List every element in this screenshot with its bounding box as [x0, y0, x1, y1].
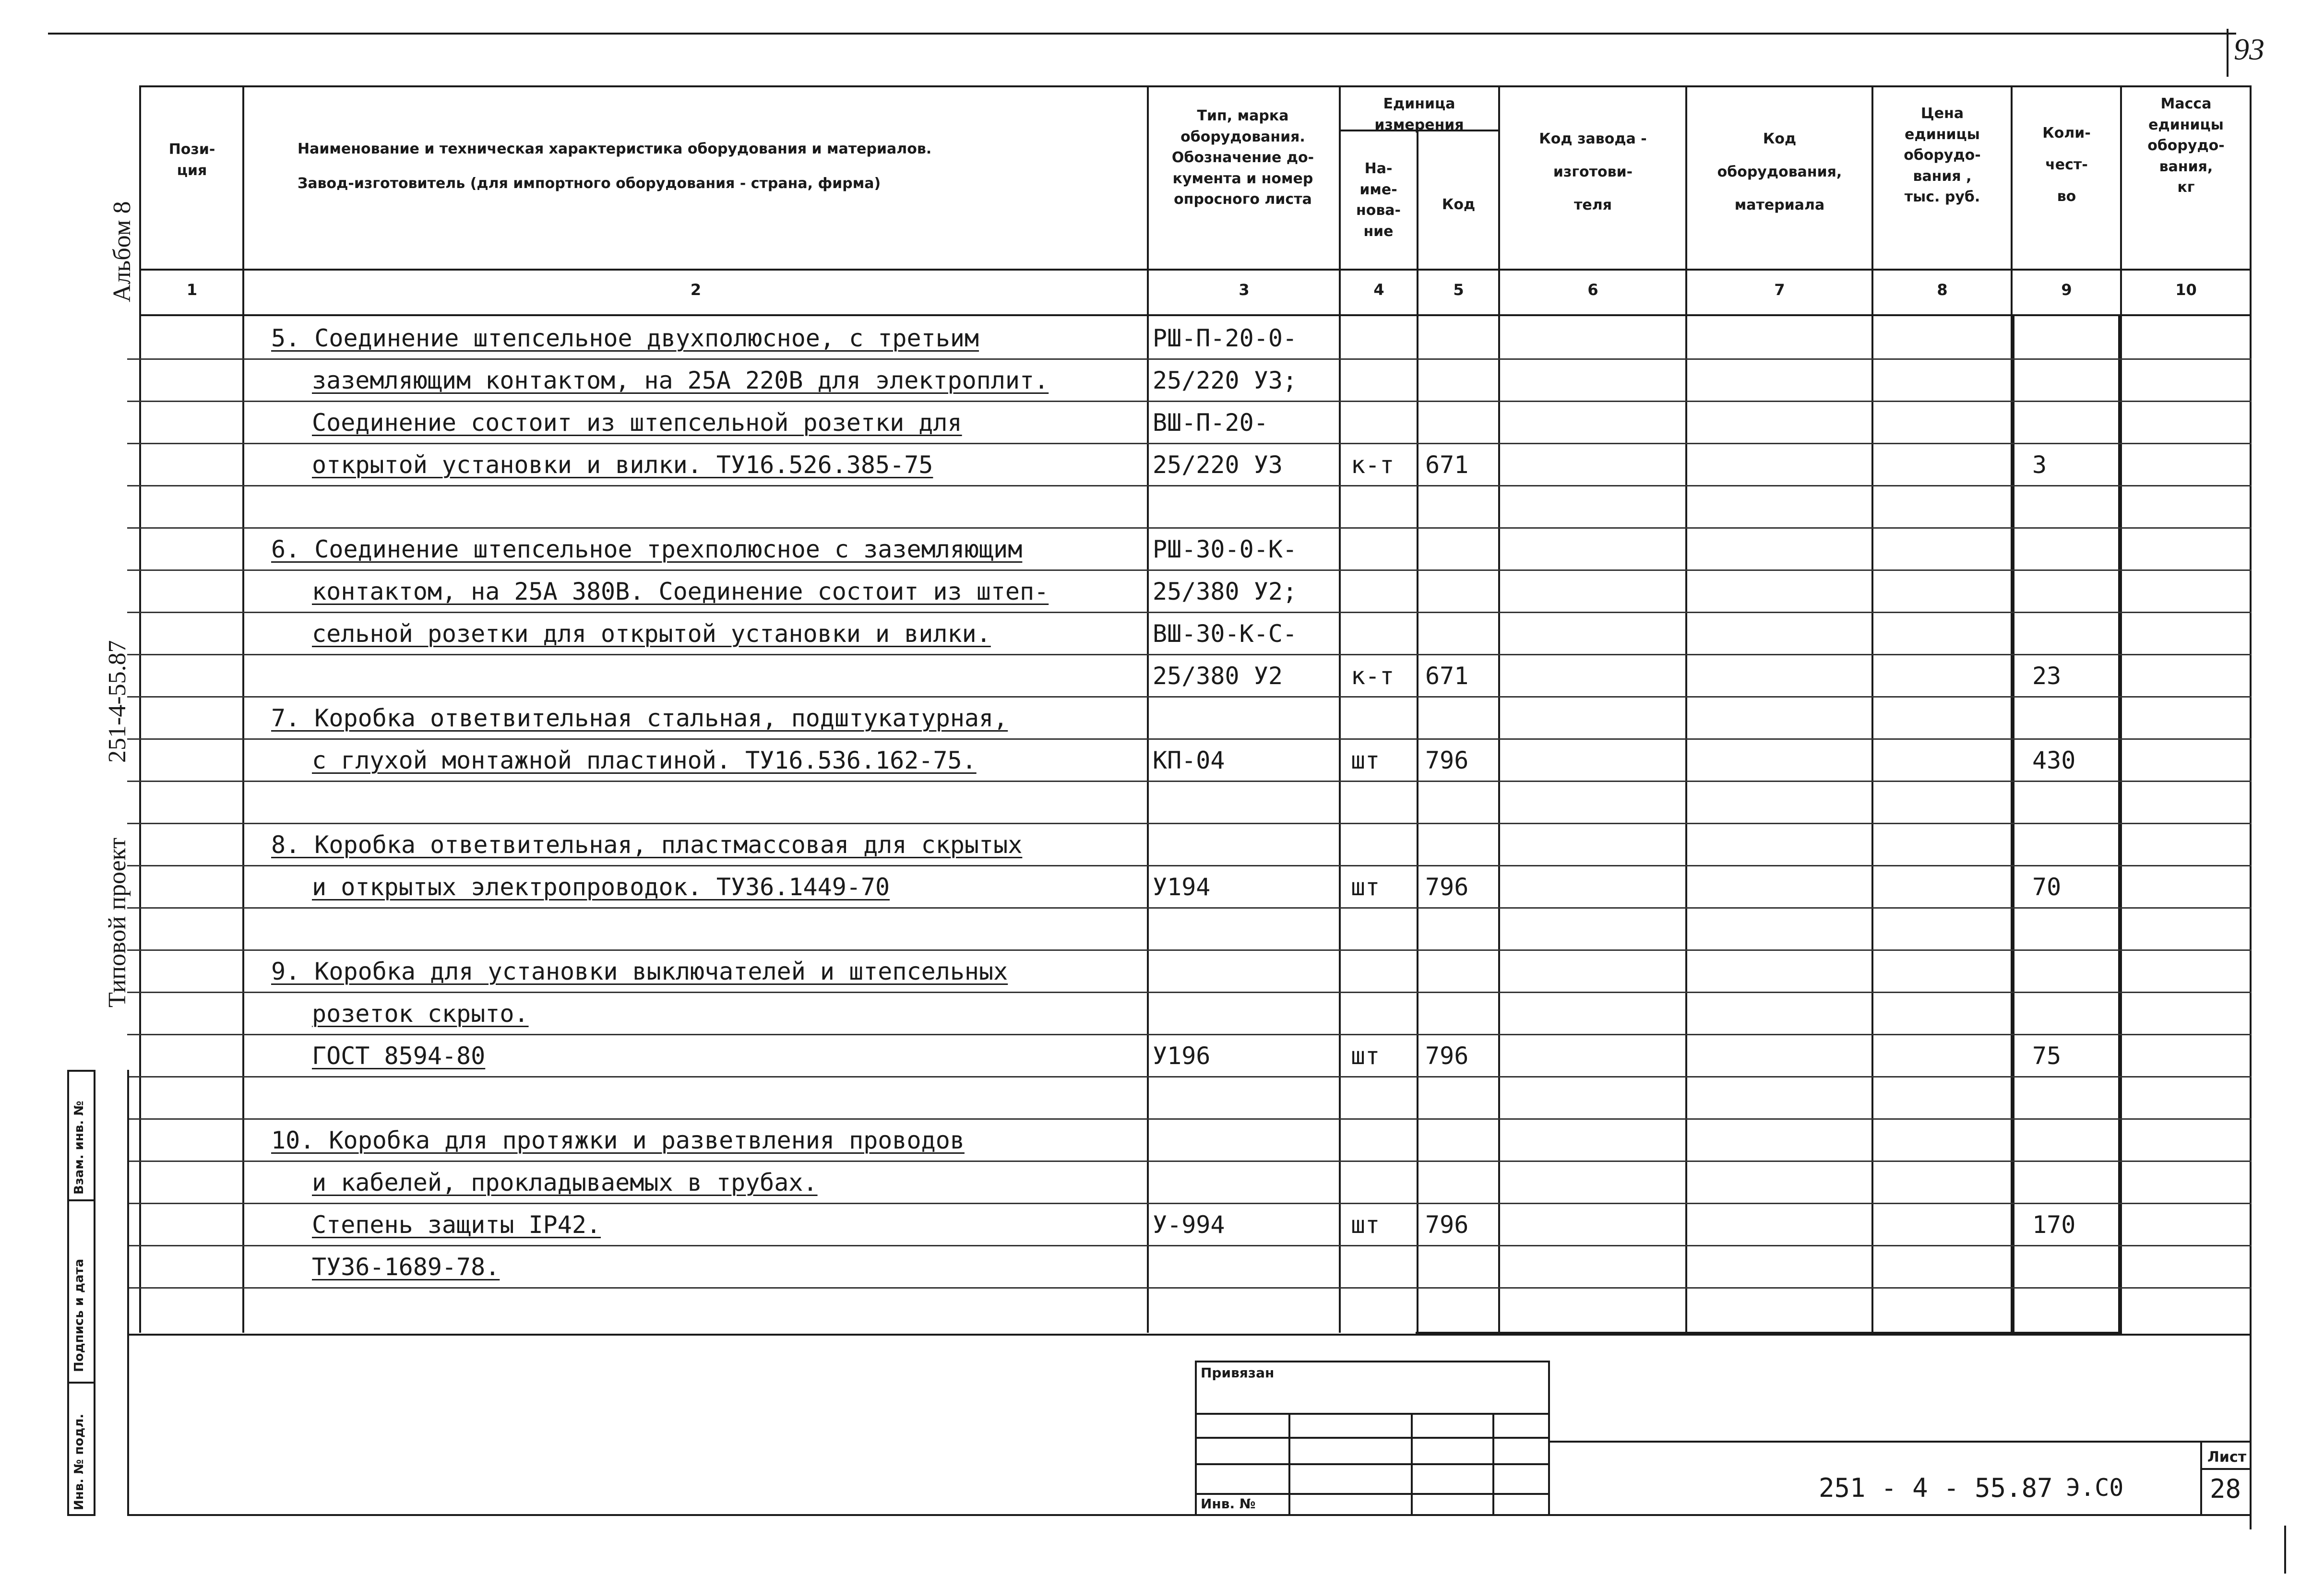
table-row	[0, 993, 2324, 1035]
col-num-5: 5	[1453, 281, 1464, 299]
row-type: У-994	[1153, 1211, 1225, 1239]
header-unit-name: На- име- нова- ние	[1356, 160, 1401, 240]
table-row	[0, 1035, 2324, 1078]
row-type: У194	[1153, 873, 1211, 901]
side-inv-podl: Инв. № подл.	[72, 1413, 86, 1510]
col-num-3: 3	[1239, 281, 1250, 299]
row-name: 10. Коробка для протяжки и разветвления проводов	[271, 1126, 965, 1154]
page-number: 93	[2234, 32, 2264, 66]
table-row	[0, 1120, 2324, 1162]
row-unit: шт	[1351, 873, 1380, 901]
list-label: Лист	[2207, 1449, 2247, 1466]
side-sign-date: Подпись и дата	[72, 1258, 86, 1372]
row-name: с глухой монтажной пластиной. ТУ16.536.162-75.	[312, 746, 977, 774]
header-unit: Единица измерения	[1374, 95, 1464, 133]
table-row	[0, 740, 2324, 782]
header-quantity: Коли- чест- во	[2042, 125, 2091, 205]
col-num-2: 2	[690, 281, 702, 299]
row-name: открытой установки и вилки. ТУ16.526.385-75	[312, 451, 933, 479]
header-type: Тип, марка оборудования. Обозначение до- кумента и номер опросного листа	[1171, 107, 1314, 208]
row-name: Степень защиты IP42.	[312, 1211, 601, 1239]
row-unit-code: 796	[1425, 1042, 1469, 1070]
side-project-code: 251-4-55.87	[104, 640, 131, 763]
table-row	[0, 402, 2324, 444]
table-row	[0, 1246, 2324, 1289]
header-name: Наименование и техническая характеристика оборудования и материалов. Завод-изготовитель (для импортного оборудования - страна, фирма)	[298, 141, 932, 192]
side-project-type: Типовой проект	[104, 838, 131, 1007]
row-name: заземляющим контактом, на 25А 220В для электроплит.	[312, 367, 1049, 394]
row-type: КП-04	[1153, 746, 1225, 774]
col-num-10: 10	[2175, 281, 2197, 299]
header-mass: Масса единицы оборудо- вания, кг	[2147, 95, 2225, 196]
sheet-code: Э.С0	[2066, 1474, 2124, 1502]
row-unit-code: 796	[1425, 746, 1469, 774]
row-name: Соединение состоит из штепсельной розетки для	[312, 409, 962, 437]
row-type: 25/380 У2	[1153, 662, 1283, 690]
row-unit: шт	[1351, 1211, 1380, 1239]
header-price: Цена единицы оборудо- вания , тыс. руб.	[1904, 105, 1981, 205]
table-row	[0, 318, 2324, 360]
row-unit-code: 671	[1425, 451, 1469, 479]
side-inv-vzam: Взам. инв. №	[72, 1101, 86, 1195]
row-type: ВШ-П-20-	[1153, 409, 1268, 437]
header-equipment-code: Код оборудования, материала	[1717, 130, 1842, 213]
row-type: 25/220 У3;	[1153, 367, 1298, 394]
row-name: сельной розетки для открытой установки и вилки.	[312, 620, 991, 648]
row-quantity: 23	[2032, 662, 2062, 690]
table-row	[0, 655, 2324, 698]
table-row	[0, 444, 2324, 486]
row-name: 6. Соединение штепсельное трехполюсное с заземляющим	[271, 535, 1023, 563]
row-name: ГОСТ 8594-80	[312, 1042, 486, 1070]
table-row	[0, 866, 2324, 909]
row-quantity: 3	[2032, 451, 2047, 479]
row-name: и открытых электропроводок. ТУ36.1449-70	[312, 873, 890, 901]
col-num-1: 1	[186, 281, 198, 299]
row-name: 9. Коробка для установки выключателей и штепсельных	[271, 958, 1008, 985]
table-row	[0, 529, 2324, 571]
row-unit-code: 671	[1425, 662, 1469, 690]
row-unit: шт	[1351, 746, 1380, 774]
row-name: 8. Коробка ответвительная, пластмассовая для скрытых	[271, 831, 1023, 859]
table-row	[0, 571, 2324, 613]
row-unit-code: 796	[1425, 873, 1469, 901]
table-row	[0, 782, 2324, 824]
list-number: 28	[2210, 1474, 2241, 1504]
col-num-6: 6	[1587, 281, 1598, 299]
row-type: 25/380 У2;	[1153, 578, 1298, 605]
row-unit: к-т	[1351, 662, 1394, 690]
col-num-9: 9	[2061, 281, 2072, 299]
row-quantity: 75	[2032, 1042, 2062, 1070]
row-type: У196	[1153, 1042, 1211, 1070]
table-row	[0, 1204, 2324, 1246]
row-quantity: 70	[2032, 873, 2062, 901]
header-position: Пози- ция	[168, 141, 215, 179]
stamp-inv-no: Инв. №	[1201, 1496, 1256, 1512]
row-name: ТУ36-1689-78.	[312, 1253, 500, 1281]
row-name: контактом, на 25А 380В. Соединение состоит из штеп-	[312, 578, 1049, 605]
table-row	[0, 824, 2324, 866]
table-row	[0, 909, 2324, 951]
row-unit-code: 796	[1425, 1211, 1469, 1239]
stamp-privyazan: Привязан	[1201, 1365, 1275, 1381]
row-type: 25/220 У3	[1153, 451, 1283, 479]
table-row	[0, 1078, 2324, 1120]
row-name: и кабелей, прокладываемых в трубах.	[312, 1169, 818, 1196]
table-row	[0, 486, 2324, 529]
header-factory-code: Код завода - изготови- теля	[1539, 130, 1647, 213]
row-quantity: 170	[2032, 1211, 2076, 1239]
row-type: РШ-П-20-0-	[1153, 324, 1298, 352]
table-row	[0, 360, 2324, 402]
row-unit: к-т	[1351, 451, 1394, 479]
row-quantity: 430	[2032, 746, 2076, 774]
table-row	[0, 1162, 2324, 1204]
row-name: розеток скрыто.	[312, 1000, 529, 1028]
col-num-4: 4	[1373, 281, 1384, 299]
row-unit: шт	[1351, 1042, 1380, 1070]
header-unit-code: Код	[1442, 196, 1476, 213]
row-name: 7. Коробка ответвительная стальная, подштукатурная,	[271, 704, 1008, 732]
table-row	[0, 951, 2324, 993]
col-num-7: 7	[1774, 281, 1785, 299]
side-album: Альбом 8	[108, 201, 136, 302]
row-type: РШ-30-0-К-	[1153, 535, 1298, 563]
table-row	[0, 613, 2324, 655]
row-type: ВШ-30-К-С-	[1153, 620, 1298, 648]
col-num-8: 8	[1937, 281, 1948, 299]
doc-code: 251 - 4 - 55.87	[1819, 1473, 2053, 1503]
row-name: 5. Соединение штепсельное двухполюсное, с третьим	[271, 324, 979, 352]
table-row	[0, 698, 2324, 740]
